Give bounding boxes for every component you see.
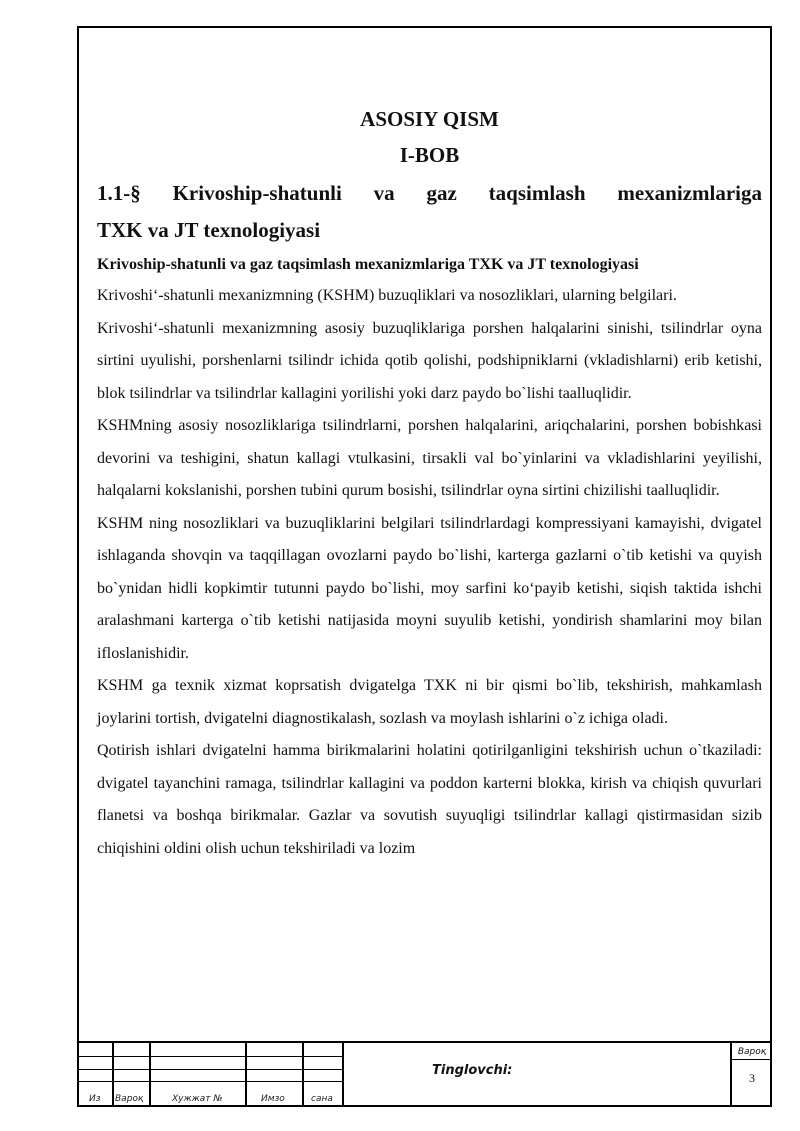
chapter-heading: I-BOB	[399, 143, 460, 167]
title-block	[77, 1041, 772, 1107]
stamp-label-hujjat: Хужжат №	[172, 1094, 223, 1104]
paragraph: Krivoshi‘-shatunli mexanizmning (KSHM) buzuqliklari va nosozliklari, ularning belgilari.	[97, 287, 677, 304]
part-heading: ASOSIY QISM	[360, 107, 499, 131]
stamp-divider	[112, 1043, 114, 1107]
stamp-divider	[245, 1043, 247, 1107]
signer-label: Tinglovchi:	[432, 1063, 513, 1078]
paragraph: KSHM ning nosozliklari va buzuqliklarini belgilari tsilindrlardagi kompressiyani kamayishi, dvigatel ishlaganda shovqin va taqqillagan ovozlarni paydo bo`lishi, karterga gazlarni o`tib ketishi va quyish bo`ynidan hidli kopkimtir tutunni paydo bo`lishi, moy sarfini ko‘payib ketishi, siqish taktida ishchi aralashmani karterga o`tib ketishi natijasida moyni suyulib ketishi, yondirish shamlarini moy bilan ifloslanishidir.	[97, 514, 762, 662]
section-title	[97, 175, 762, 249]
subheading: Krivoship-shatunli va gaz taqsimlash mexanizmlariga TXK va JT texnologiyasi	[97, 256, 639, 273]
stamp-grid	[77, 1043, 342, 1107]
paragraph: Qotirish ishlari dvigatelni hamma birikmalarini holatini qotirilganligini tekshirish uchun o`tkaziladi: dvigatel tayanchini ramaga, tsilindrlar kallagini va poddon karterni blokka, kirish va chiqish quvurlari flanetsi va boshqa birikmalar. Gazlar va sovutish suyuqligi tsilindrlar kallagi qistirmasidan sizib chiqishini oldini olish uchun tekshiriladi va lozim	[97, 742, 762, 857]
sheet-box	[730, 1043, 772, 1107]
stamp-label-varoq: Вароқ	[115, 1094, 144, 1104]
paragraph: Krivoshi‘-shatunli mexanizmning asosiy buzuqliklariga porshen halqalarini sinishi, tsilindrlar oyna sirtini uyulishi, porshenlarni tsilindr ichida qotib qolishi, podshipniklarni (vkladishlarni) erib ketishi, blok tsilindrlar va tsilindrlar kallagini yorilishi yoki darz paydo bo`lishi taalluqlidir.	[97, 319, 762, 402]
stamp-divider	[302, 1043, 304, 1107]
sheet-number: 3	[749, 1071, 755, 1085]
stamp-label-sana: сана	[311, 1094, 333, 1104]
section-title-line1: 1.1-§ Krivoship-shatunli va gaz taqsimlash mexanizmlariga	[97, 181, 762, 205]
stamp-label-imzo: Имзо	[261, 1094, 285, 1104]
document-body	[97, 101, 762, 865]
sheet-label: Вароқ	[732, 1047, 772, 1060]
paragraph: KSHMning asosiy nosozliklariga tsilindrlarni, porshen halqalarini, ariqchalarini, porshen bobishkasi devorini va teshigini, shatun kallagi vtulkasini, tirsakli val bo`yinlarini va vkladishlarini yeyilishi, halqalarni kokslanishi, porshen tubini qurum bosishi, tsilindrlar oyna sirtini chizilishi taalluqlidir.	[97, 417, 762, 499]
paragraph: KSHM ga texnik xizmat koprsatish dvigatelga TXK ni bir qismi bo`lib, tekshirish, mahkamlash joylarini tortish, dvigatelni diagnostikalash, sozlash va moylash ishlarini o`z ichiga oladi.	[97, 677, 762, 727]
stamp-label-iz: Из	[89, 1094, 101, 1104]
stamp-divider	[149, 1043, 151, 1107]
section-title-line2: TXK va JT texnologiyasi	[97, 218, 321, 242]
stamp-divider	[342, 1043, 344, 1107]
